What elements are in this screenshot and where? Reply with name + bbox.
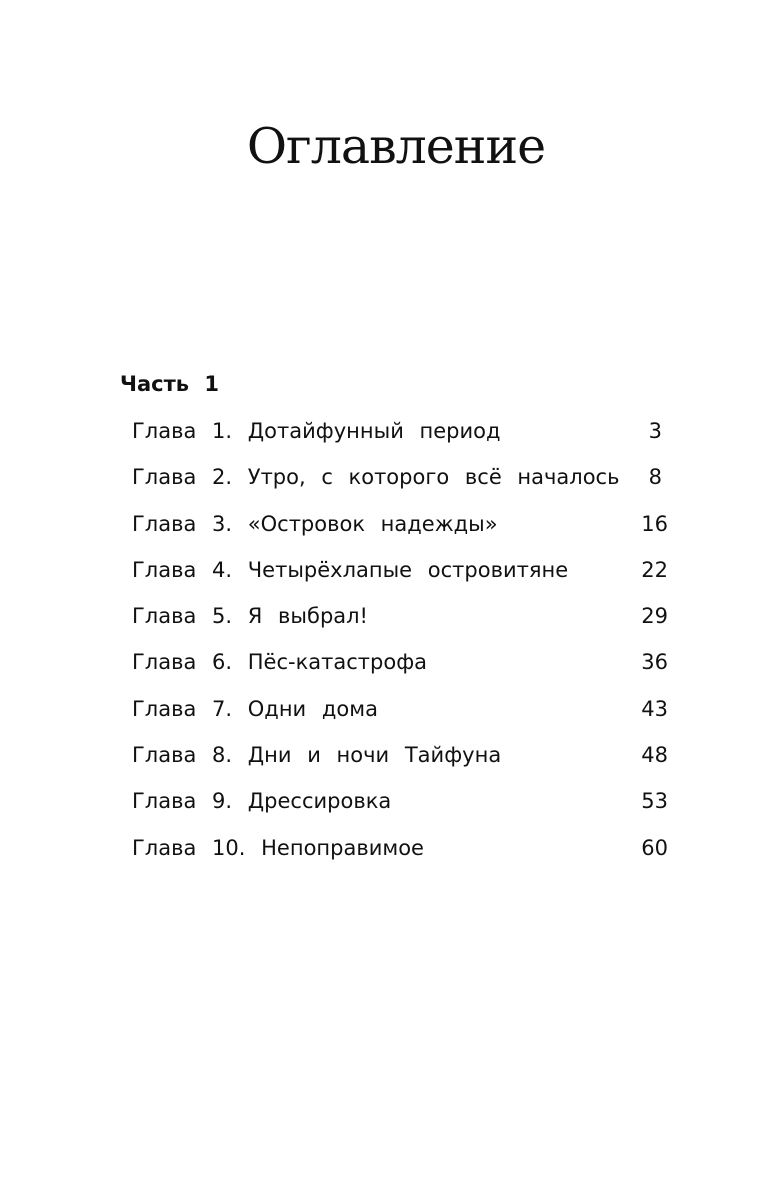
toc-entry[interactable] bbox=[132, 510, 672, 556]
chapter-page-number: 60 bbox=[641, 835, 668, 860]
chapter-title: Дрессировка bbox=[247, 789, 392, 814]
chapter-label: Глава bbox=[132, 419, 197, 443]
toc-entry[interactable] bbox=[132, 463, 672, 509]
chapter-title: Я выбрал! bbox=[247, 604, 368, 629]
chapter-number: 4. bbox=[212, 557, 233, 582]
chapter-number: 5. bbox=[212, 604, 233, 629]
chapter-title: Одни дома bbox=[247, 696, 378, 721]
chapter-page-number: 36 bbox=[641, 650, 668, 675]
toc-list bbox=[132, 417, 672, 880]
chapter-label: Глава bbox=[132, 604, 197, 629]
page-title: Оглавление bbox=[246, 118, 546, 175]
chapter-number: 9. bbox=[212, 789, 233, 814]
chapter-label: Глава bbox=[132, 557, 197, 582]
toc-entry-text bbox=[132, 463, 619, 491]
toc-entry[interactable] bbox=[132, 648, 672, 694]
chapter-number: 2. bbox=[212, 465, 233, 490]
chapter-number: 6. bbox=[212, 650, 233, 675]
toc-entry-text bbox=[132, 648, 427, 676]
chapter-number: 3. bbox=[212, 511, 233, 536]
toc-entry[interactable] bbox=[132, 787, 672, 833]
toc-entry[interactable] bbox=[132, 834, 672, 880]
chapter-label: Глава bbox=[132, 835, 197, 860]
chapter-page-number: 48 bbox=[641, 743, 668, 768]
chapter-title: Пёс-катастрофа bbox=[247, 650, 428, 675]
chapter-title: Непоправимое bbox=[261, 835, 424, 860]
chapter-title: Дотайфунный период bbox=[247, 419, 501, 443]
toc-entry-text bbox=[132, 834, 424, 862]
toc-entry-text bbox=[132, 787, 391, 815]
chapter-label: Глава bbox=[132, 743, 197, 768]
chapter-title: «Островок надежды» bbox=[247, 511, 498, 536]
chapter-label: Глава bbox=[132, 511, 197, 536]
toc-entry[interactable] bbox=[132, 602, 672, 648]
chapter-title: Дни и ночи Тайфуна bbox=[247, 743, 502, 768]
chapter-title: Утро, с которого всё началось bbox=[247, 465, 620, 490]
chapter-number: 1. bbox=[212, 419, 233, 443]
toc-entry[interactable] bbox=[132, 695, 672, 741]
chapter-title: Четырёхлапые островитяне bbox=[247, 557, 569, 582]
chapter-label: Глава bbox=[132, 696, 197, 721]
chapter-label: Глава bbox=[132, 789, 197, 814]
toc-entry[interactable] bbox=[132, 417, 672, 463]
chapter-number: 7. bbox=[212, 696, 233, 721]
chapter-page-number: 22 bbox=[641, 557, 668, 582]
chapter-page-number: 8 bbox=[648, 465, 662, 490]
toc-entry-text bbox=[132, 417, 501, 445]
toc-entry[interactable] bbox=[132, 556, 672, 602]
toc-entry-text bbox=[132, 510, 498, 538]
toc-entry-text bbox=[132, 556, 568, 584]
toc-entry-text bbox=[132, 741, 501, 769]
chapter-page-number: 53 bbox=[641, 789, 668, 814]
chapter-number: 10. bbox=[212, 835, 246, 860]
chapter-number: 8. bbox=[212, 743, 233, 768]
chapter-page-number: 16 bbox=[641, 511, 668, 536]
toc-entry[interactable] bbox=[132, 741, 672, 787]
chapter-page-number: 3 bbox=[648, 419, 662, 443]
chapter-page-number: 43 bbox=[641, 696, 668, 721]
part-heading: Часть 1 bbox=[120, 372, 219, 396]
toc-entry-text bbox=[132, 695, 378, 723]
chapter-label: Глава bbox=[132, 650, 197, 675]
toc-entry-text bbox=[132, 602, 368, 630]
chapter-label: Глава bbox=[132, 465, 197, 490]
chapter-page-number: 29 bbox=[641, 604, 668, 629]
